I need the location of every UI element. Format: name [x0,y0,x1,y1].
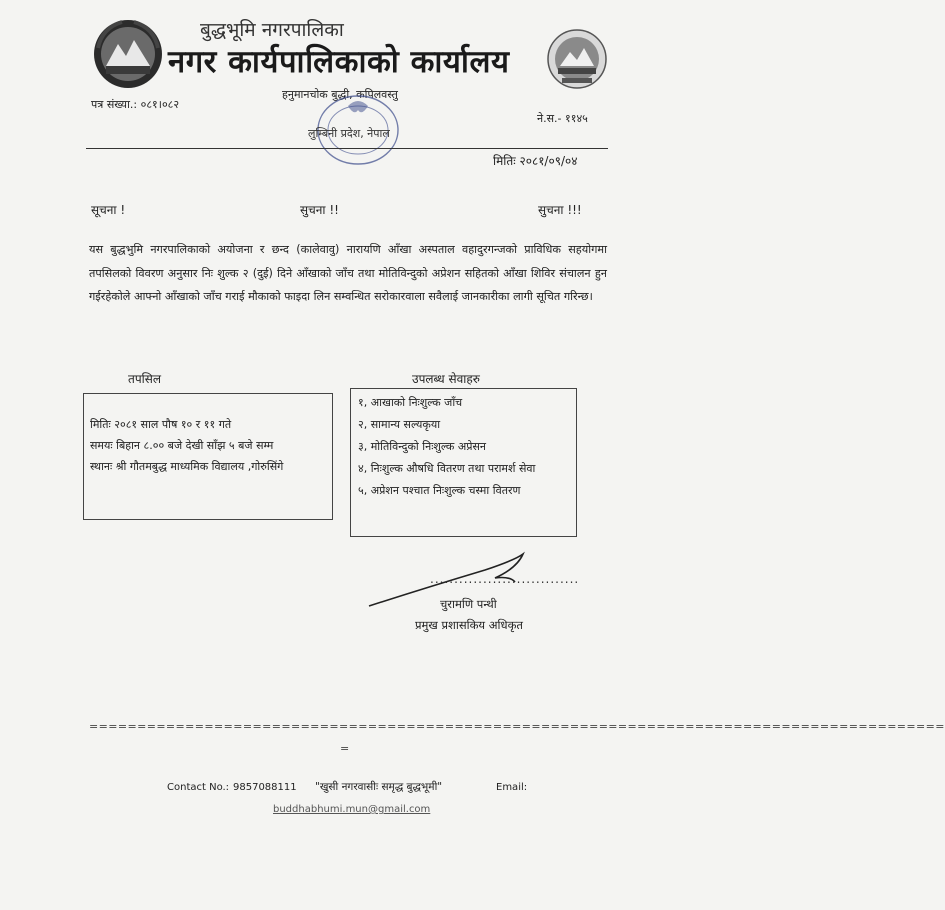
municipality-logo [546,28,608,90]
service-item: १, आखाको निःशुल्क जाँच [358,396,463,409]
email-label: Email: [496,782,528,793]
letter-date: मितिः २०८१/०९/०४ [493,154,578,168]
nepal-emblem-logo [92,18,164,90]
contact-number: 9857088111 [233,782,297,793]
service-item: ४, निःशुल्क औषधि वितरण तथा परामर्श सेवा [358,462,536,475]
letter-number: पत्र संख्या.: ०८१।०८२ [91,98,180,111]
service-item: ५, अप्रेशन पश्चात निःशुल्क चस्मा वितरण [358,484,521,497]
details-time: समयः बिहान ८.०० बजे देखी साँझ ५ बजे सम्म [90,439,274,452]
header-divider [86,148,608,149]
service-item: ३, मोतिविन्दुको निःशुल्क अप्रेसन [358,440,487,453]
footer-rule: ========================================================================================= [89,720,945,733]
email-link[interactable]: buddhabhumi.mun@gmail.com [273,804,431,815]
officer-name: चुरामणि पन्थी [440,597,497,611]
details-venue: स्थानः श्री गौतमबुद्ध माध्यमिक विद्यालय ,गोरुसिंगे [90,460,284,473]
dispatch-number: ने.स.- ११४५ [537,112,588,125]
footer-slogan: "खुसी नगरवासीः समृद्ध बुद्धभूमी" [315,781,443,793]
details-heading: तपसिल [128,372,162,386]
footer-rule-tail: = [340,742,350,755]
notice-body: यस बुद्धभुमि नगरपालिकाको अयोजना र छन्द (कालेवावु) नारायणि आँखा अस्पताल वहादुरगन्जको प्राविधिक सहयोगमा तपसिलको विवरण अनुसार निः शुल्क २ (दुई) दिने आँखाको जाँच तथा मोतिविन्दुको अप्रेशन सहितको आँखा शिविर संचालन हुन गईरहेकोले आफ्नो आँखाको जाँच गराई मौकाको फाइदा लिन सम्वन्धित सरोकारवाला सवैलाई जानकारीका लागी सूचित गरिन्छ। [89,243,607,303]
officer-title: प्रमुख प्रशासकिय अधिकृत [415,618,523,632]
notice-heading-3: सुचना !!! [538,203,582,217]
service-item: २, सामान्य सल्यकृया [358,418,441,431]
notice-heading-2: सुचना !! [300,203,339,217]
details-box [83,393,333,520]
signature-line: ............................... [430,572,580,586]
notice-heading-1: सूचना ! [91,203,126,217]
office-address: हनुमानचोक बुद्धी, कपिलवस्तु [282,88,398,101]
office-title: नगर कार्यपालिकाको कार्यालय [168,44,510,80]
province-line: लुम्बिनी प्रदेश, नेपाल [308,127,390,140]
municipality-name: बुद्धभूमि नगरपालिका [200,19,344,41]
services-box [350,388,577,537]
contact-label: Contact No.: [167,782,230,793]
details-date: मितिः २०८१ साल पौष १० र ११ गते [90,418,232,431]
services-heading: उपलब्ध सेवाहरु [412,372,480,386]
